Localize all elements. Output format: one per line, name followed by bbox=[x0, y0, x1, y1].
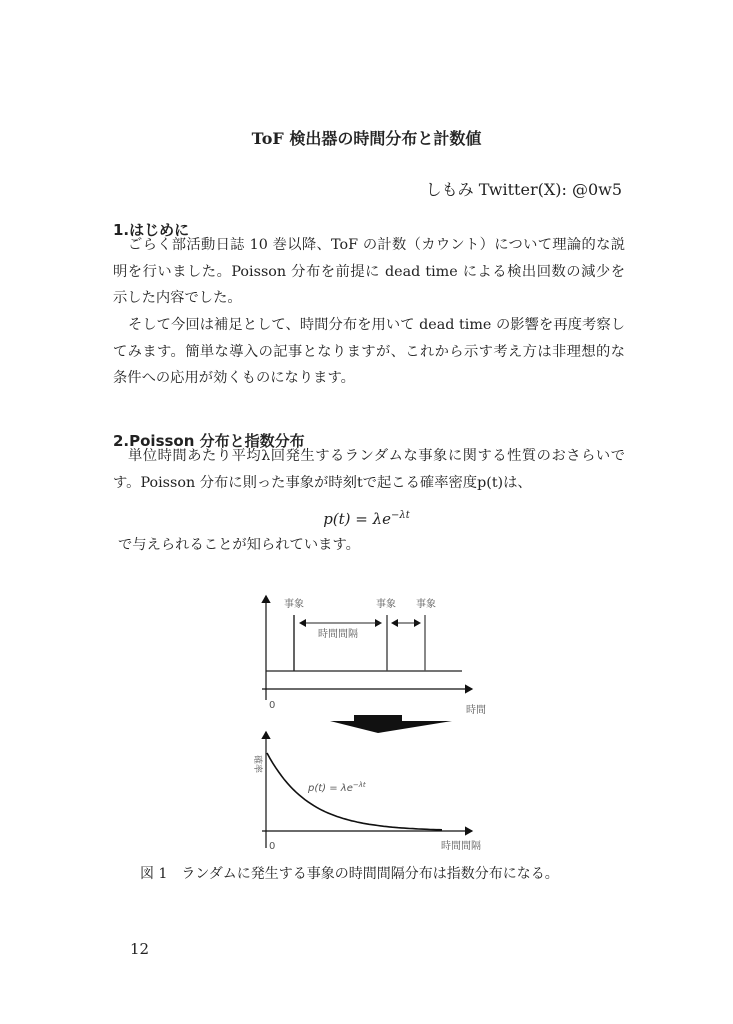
origin-label-bottom: 0 bbox=[269, 841, 276, 852]
equation-exponent: −λt bbox=[391, 510, 410, 521]
page-number: 12 bbox=[130, 940, 150, 958]
event-label-3: 事象 bbox=[416, 599, 436, 610]
section-1-paragraph-2: そして今回は補足として、時間分布を用いて dead time の影響を再度考察してみます。簡単な導入の記事となりますが、これから示す考え方は非理想的な条件への応用が効くものになります。 bbox=[113, 317, 625, 387]
section-1-heading: 1.はじめに bbox=[113, 221, 190, 239]
origin-label-top: 0 bbox=[269, 700, 276, 711]
time-axis-label: 時間 bbox=[466, 705, 486, 716]
event-label-1: 事象 bbox=[284, 599, 304, 610]
down-arrow-icon bbox=[330, 715, 452, 733]
section-2-heading: 2.Poisson 分布と指数分布 bbox=[113, 432, 305, 450]
probability-axis-label: 確率 bbox=[252, 755, 262, 774]
interval-axis-label: 時間間隔 bbox=[441, 841, 481, 852]
equation-base: p(t) = λe bbox=[323, 510, 392, 528]
curve-label: $p(t) = \lambda e^{-\lambda t}$ bbox=[308, 781, 366, 794]
event-label-2: 事象 bbox=[376, 599, 396, 610]
interval-label: 時間間隔 bbox=[318, 629, 358, 640]
figure-caption: 図 1 ランダムに発生する事象の時間間隔分布は指数分布になる。 bbox=[140, 866, 559, 882]
page-title: ToF 検出器の時間分布と計数値 bbox=[251, 129, 482, 148]
exponential-curve bbox=[267, 753, 442, 830]
author-line: しもみ Twitter(X): @0w5 bbox=[425, 180, 622, 199]
section-2-paragraph-1: 単位時間あたり平均λ回発生するランダムな事象に関する性質のおさらいです。Poisson 分布に則った事象が時刻tで起こる確率密度p(t)は、 bbox=[113, 448, 625, 491]
section-1-paragraph-1: ごらく部活動日誌 10 巻以降、ToF の計数（カウント）について理論的な説明を行いました。Poisson 分布を前提に dead time による検出回数の減少を示した内容でした。 bbox=[113, 237, 625, 307]
section-2-paragraph-2: で与えられることが知られています。 bbox=[118, 537, 360, 553]
